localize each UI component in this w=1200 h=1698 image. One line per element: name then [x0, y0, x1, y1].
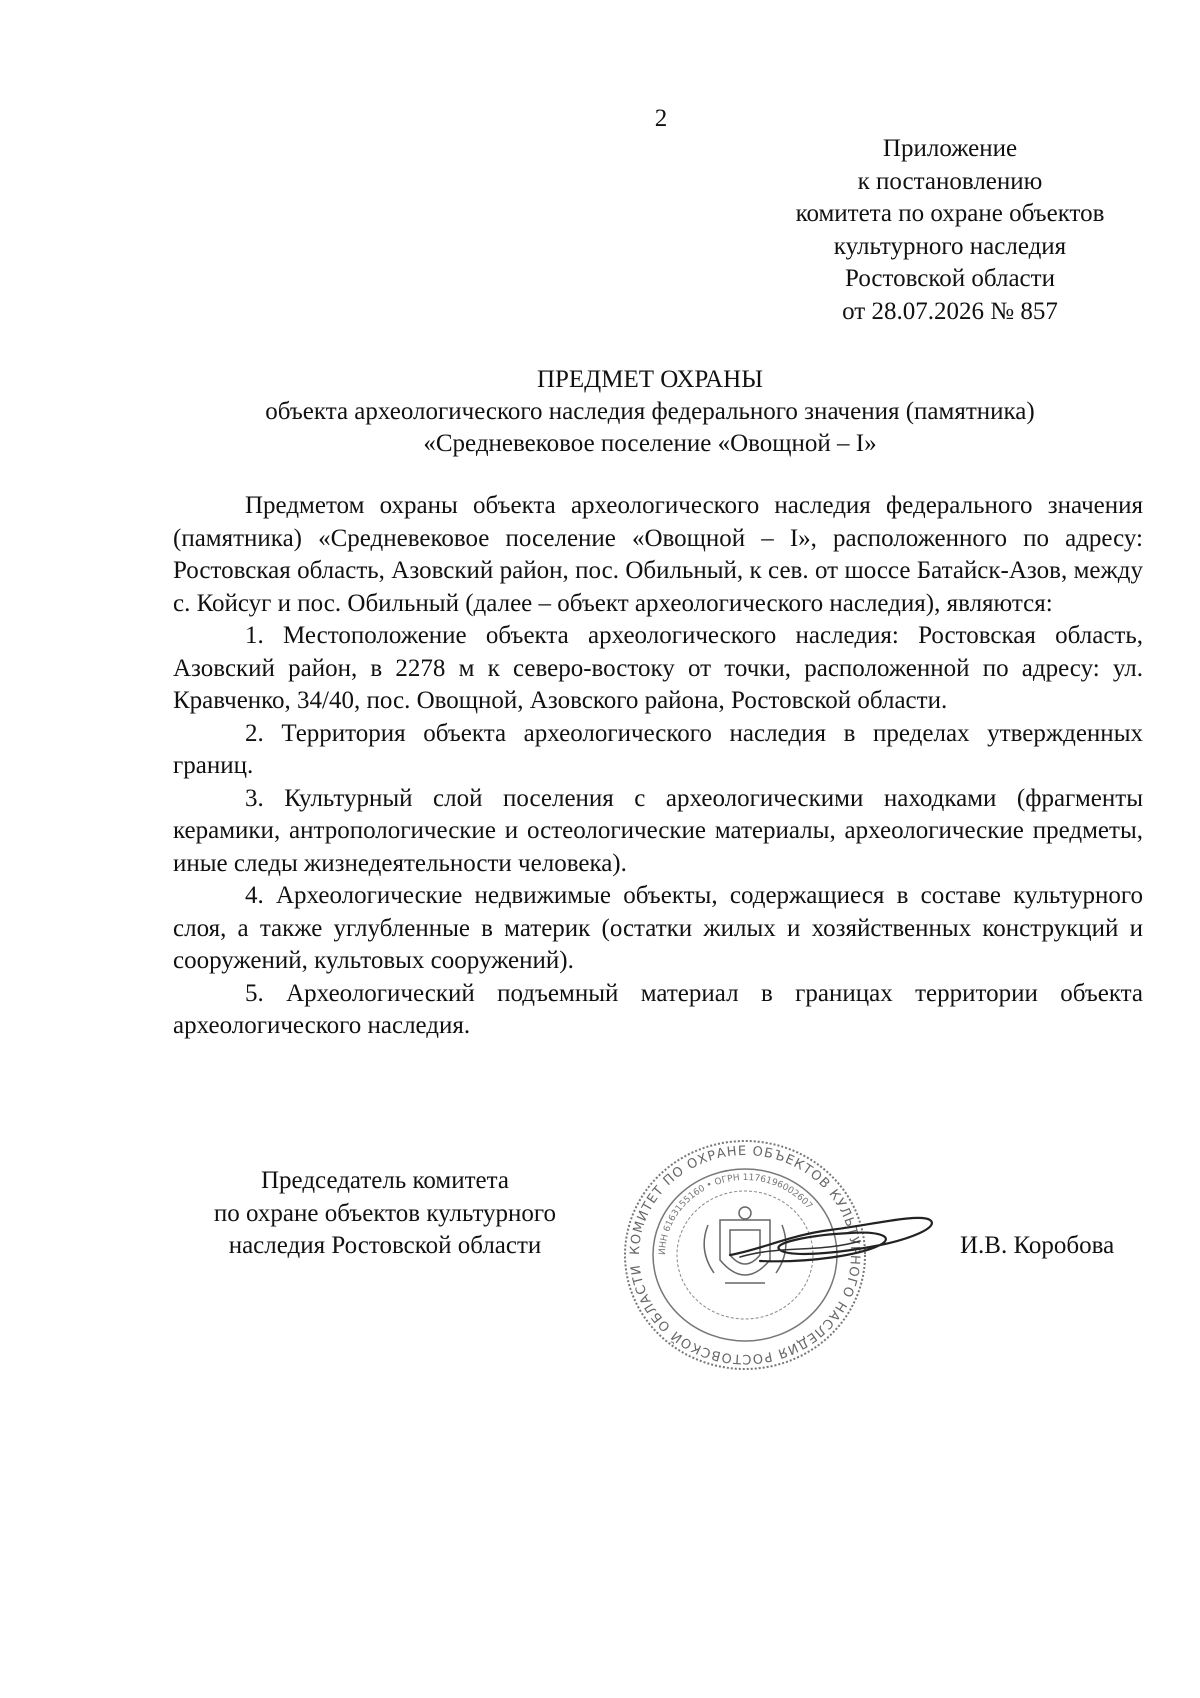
signatory-name: И.В. Коробова — [960, 1232, 1115, 1259]
body-item-5: 5. Археологический подъемный материал в границах территории объекта археологического наследия. — [173, 979, 1143, 1039]
body-intro: Предметом охраны объекта археологического наследия федерального значения (памятника) «Средневековое поселение «Овощной – I», расположенного по адресу: Ростовская область, Азовский район, пос. Обильный, к сев. от шоссе Батайск-Азов, между с. Койсуг и пос. Обильный (далее – объект археологического наследия), являются: — [173, 492, 1143, 617]
body-item-3: 3. Культурный слой поселения с археологическими находками (фрагменты керамики, антропологические и остеологические материалы, археологические предметы, иные следы жизнедеятельности человека). — [173, 784, 1143, 877]
appendix-line-1: Приложение — [882, 135, 1018, 162]
seal-outer-text: КОМИТЕТ ПО ОХРАНЕ ОБЪЕКТОВ КУЛЬТУРНОГО НАСЛЕДИЯ РОСТОВСКОЙ ОБЛАСТИ — [627, 1143, 863, 1367]
handwritten-signature — [720, 1195, 940, 1275]
signatory-title — [160, 1165, 610, 1263]
body-item-4: 4. Археологические недвижимые объекты, содержащиеся в составе культурного слоя, а также углубленные в материк (остатки жилых и хозяйственных конструкций и сооружений, культовых сооружений). — [173, 882, 1143, 974]
signatory-title-line-1: Председатель комитета — [261, 1167, 509, 1194]
document-title — [160, 364, 1140, 460]
page-number: 2 — [654, 105, 668, 132]
body-item-1: 1. Местоположение объекта археологического наследия: Ростовская область, Азовский район, в 2278 м к северо-востоку от точки, расположенной по адресу: ул. Кравченко, 34/40, пос. Овощной, Азовского района, Ростовской области. — [173, 622, 1143, 714]
body-item-2: 2. Территория объекта археологического наследия в пределах утвержденных границ. — [173, 719, 1143, 779]
body-text — [173, 490, 1143, 1043]
signatory-title-line-2: по охране объектов культурного — [213, 1199, 557, 1227]
appendix-line-5: Ростовской области — [845, 265, 1055, 292]
appendix-line-6: от 28.07.2026 № 857 — [842, 297, 1058, 325]
appendix-line-2: к постановлению — [857, 167, 1043, 195]
appendix-line-4: культурного наследия — [833, 232, 1067, 260]
seal-inner-text: ИНН 6163155160 • ОГРН 1176196002607 — [657, 1172, 814, 1256]
appendix-block — [760, 133, 1140, 328]
title-line-2: объекта археологического наследия федерального значения (памятника) — [265, 398, 1035, 425]
title-heading: ПРЕДМЕТ ОХРАНЫ — [536, 366, 764, 393]
appendix-line-3: комитета по охране объектов — [795, 200, 1105, 227]
title-line-3: «Средневековое поселение «Овощной – I» — [423, 430, 877, 457]
signatory-title-line-3: наследия Ростовской области — [228, 1232, 542, 1259]
